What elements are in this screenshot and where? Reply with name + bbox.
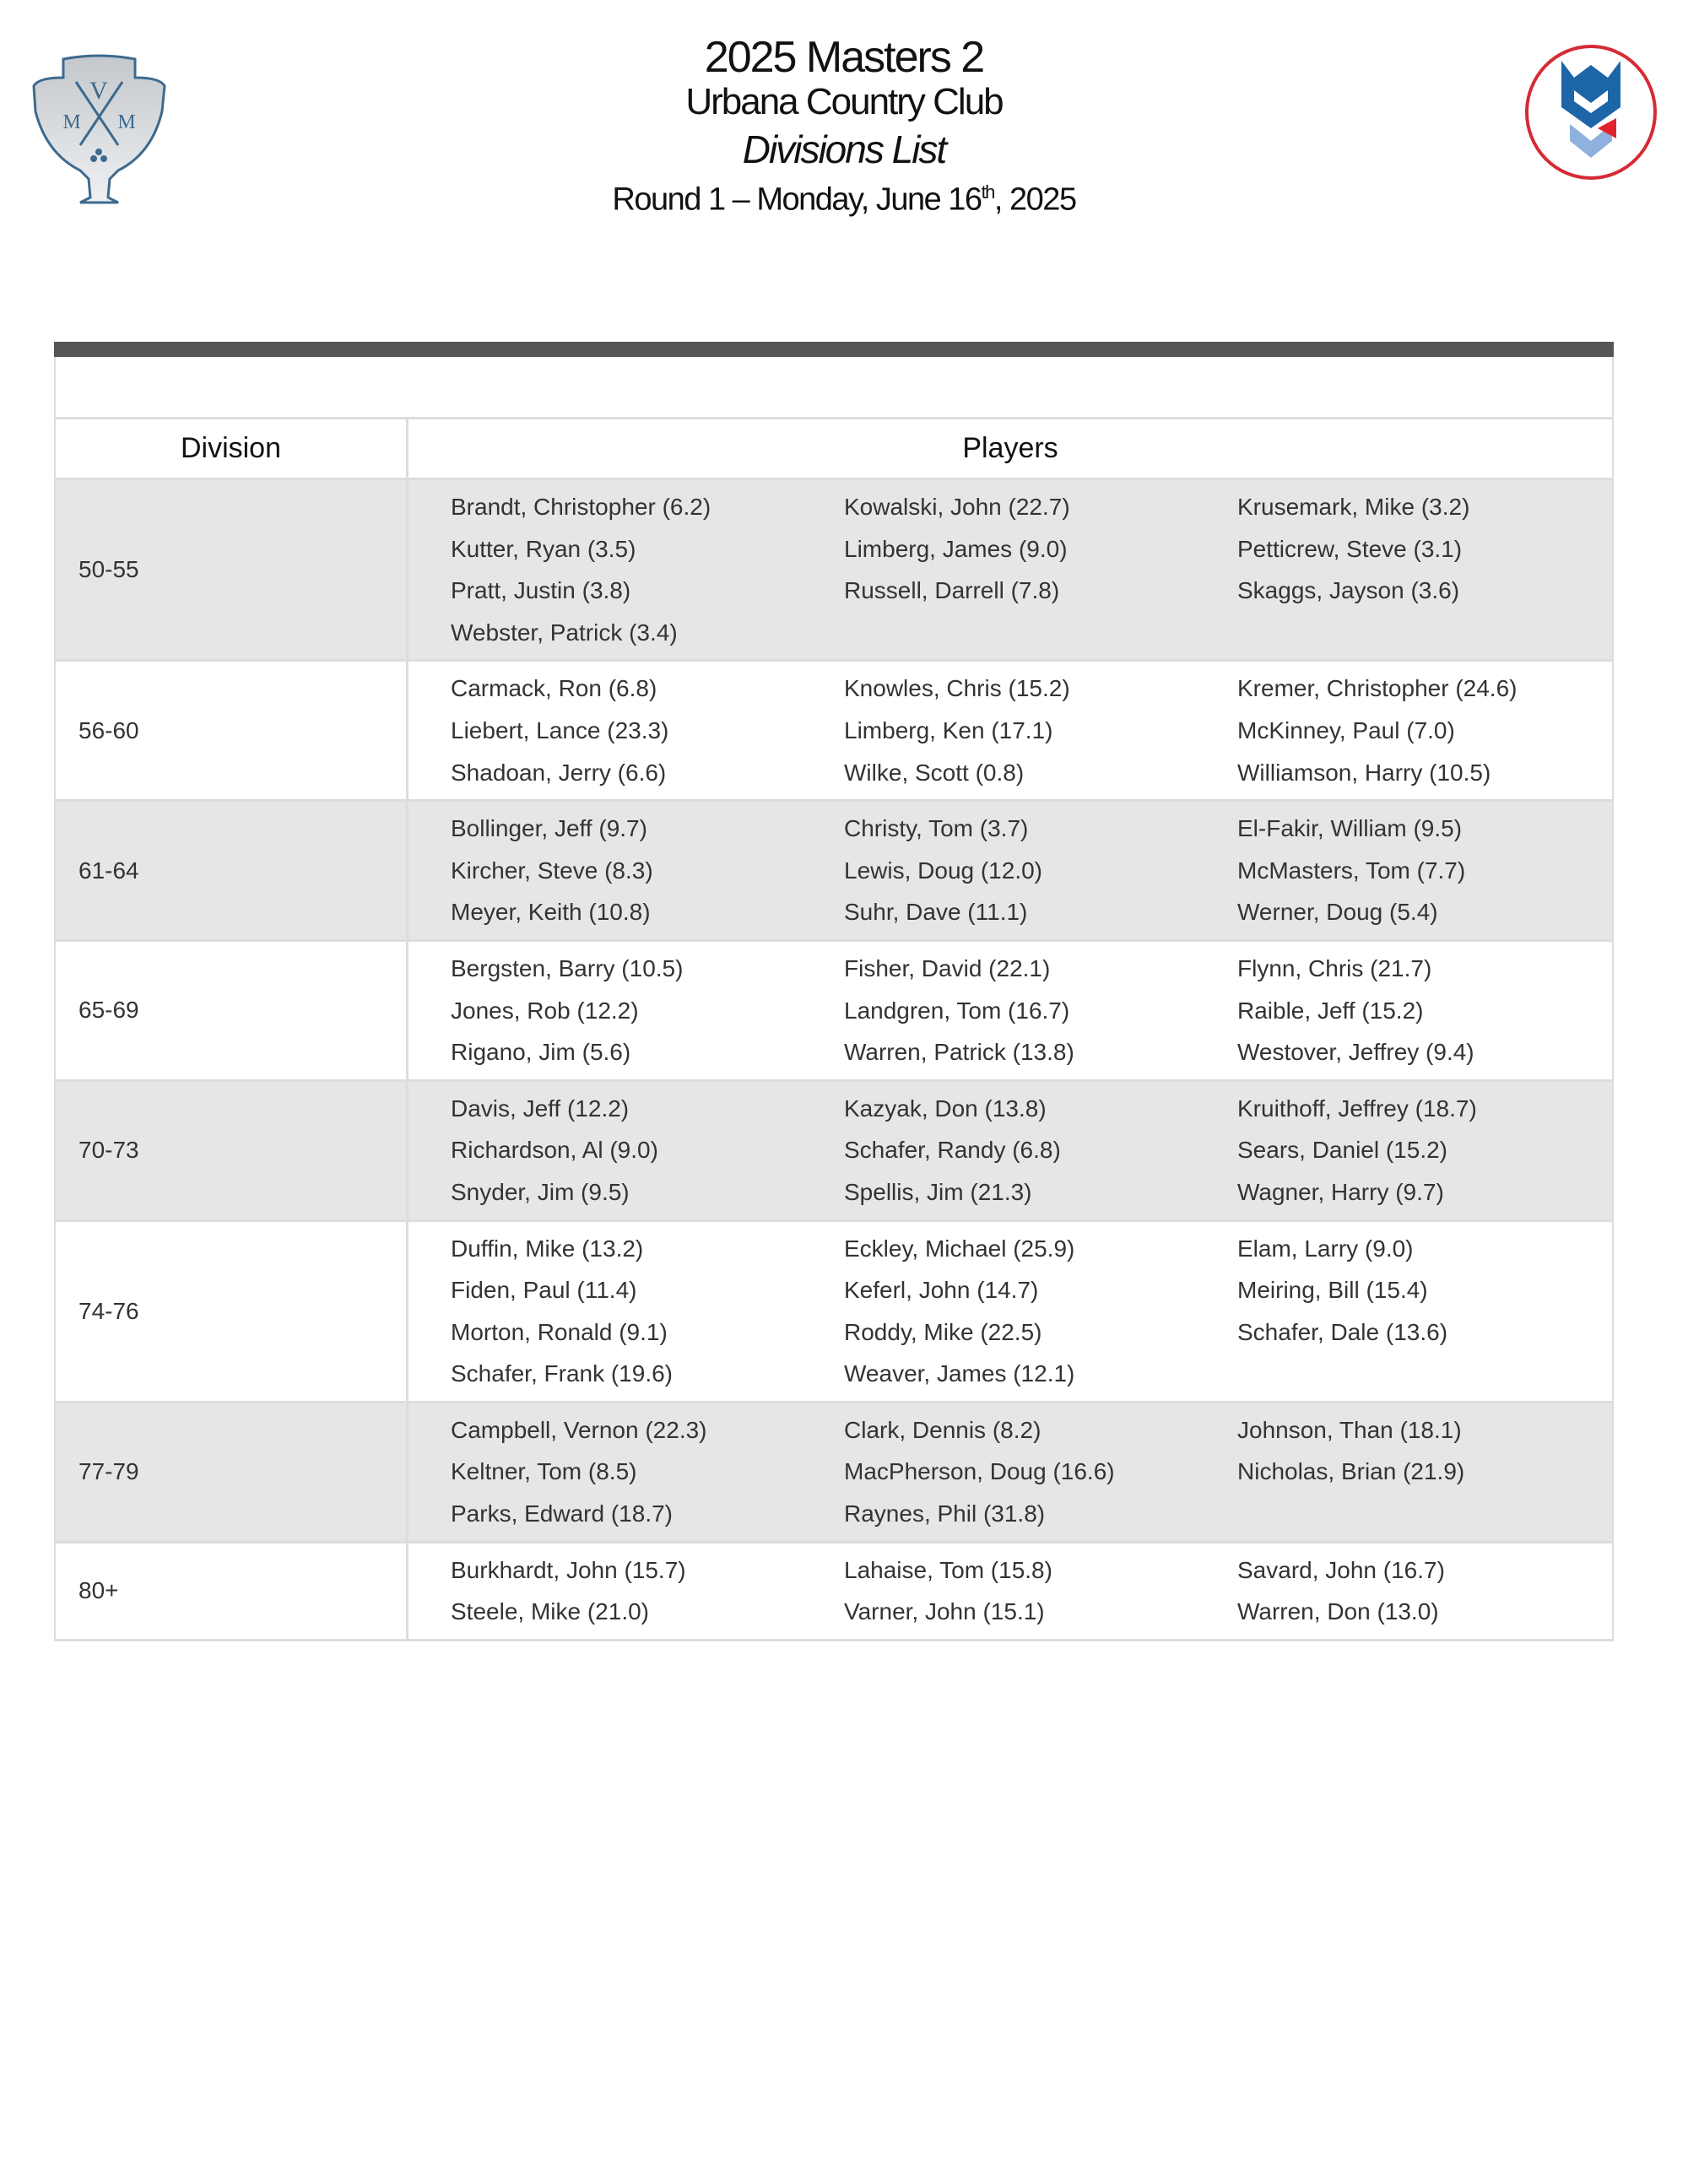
division-column-header: Division [56, 419, 408, 478]
player-entry: Lewis, Doug (12.0) [844, 857, 1043, 884]
players-cell [408, 942, 1612, 1079]
division-label: 77-79 [56, 1403, 408, 1541]
player-entry: Williamson, Harry (10.5) [1237, 759, 1491, 786]
division-row [54, 942, 1614, 1082]
division-row [54, 802, 1614, 942]
division-label: 74-76 [56, 1222, 408, 1401]
player-entry: Wagner, Harry (9.7) [1237, 1178, 1444, 1205]
player-entry: Wilke, Scott (0.8) [844, 759, 1025, 786]
player-entry: Keltner, Tom (8.5) [451, 1458, 637, 1485]
player-entry: Morton, Ronald (9.1) [451, 1318, 668, 1345]
player-entry: Warren, Don (13.0) [1237, 1598, 1439, 1625]
player-entry: Brandt, Christopher (6.2) [451, 494, 711, 520]
player-entry: Raible, Jeff (15.2) [1237, 997, 1424, 1024]
player-entry: Meiring, Bill (15.4) [1237, 1277, 1428, 1304]
player-entry: Petticrew, Steve (3.1) [1237, 535, 1463, 562]
player-entry: Schafer, Dale (13.6) [1237, 1318, 1448, 1345]
player-entry: Steele, Mike (21.0) [451, 1598, 649, 1625]
player-entry: Weaver, James (12.1) [844, 1360, 1075, 1387]
player-entry: Sears, Daniel (15.2) [1237, 1137, 1448, 1164]
player-entry: Westover, Jeffrey (9.4) [1237, 1039, 1474, 1066]
player-entry: Kowalski, John (22.7) [844, 494, 1070, 520]
player-entry: Richardson, Al (9.0) [451, 1137, 658, 1164]
svg-text:V: V [89, 77, 108, 105]
player-entry: McMasters, Tom (7.7) [1237, 857, 1466, 884]
player-entry: Snyder, Jim (9.5) [451, 1178, 630, 1205]
player-entry: Krusemark, Mike (3.2) [1237, 494, 1470, 520]
table-header-row [54, 419, 1614, 480]
event-title: 2025 Masters 2 [704, 33, 984, 82]
document-subtitle: Divisions List [742, 127, 946, 171]
division-label: 80+ [56, 1543, 408, 1639]
division-row [54, 1222, 1614, 1403]
player-entry: Schafer, Randy (6.8) [844, 1137, 1061, 1164]
player-entry: Davis, Jeff (12.2) [451, 1095, 630, 1122]
divisions-table [54, 342, 1614, 1641]
player-entry: Shadoan, Jerry (6.6) [451, 759, 667, 786]
player-entry: Roddy, Mike (22.5) [844, 1318, 1042, 1345]
player-entry: Schafer, Frank (19.6) [451, 1360, 674, 1387]
player-entry: Rigano, Jim (5.6) [451, 1039, 631, 1066]
players-cell [408, 1543, 1612, 1639]
player-entry: Pratt, Justin (3.8) [451, 577, 631, 604]
player-entry: Werner, Doug (5.4) [1237, 899, 1438, 926]
players-cell [408, 480, 1612, 659]
player-entry: Suhr, Dave (11.1) [844, 899, 1028, 926]
player-entry: Christy, Tom (3.7) [844, 815, 1029, 842]
club-name: Urbana Country Club [685, 81, 1003, 122]
players-cell [408, 1222, 1612, 1401]
division-label: 70-73 [56, 1082, 408, 1219]
player-entry: Limberg, Ken (17.1) [844, 716, 1053, 743]
player-entry: Carmack, Ron (6.8) [451, 675, 657, 702]
player-entry: Clark, Dennis (8.2) [844, 1416, 1041, 1443]
players-cell [408, 1403, 1612, 1541]
player-entry: Russell, Darrell (7.8) [844, 577, 1060, 604]
player-entry: Eckley, Michael (25.9) [844, 1235, 1075, 1262]
player-entry: Kremer, Christopher (24.6) [1237, 675, 1518, 702]
player-entry: Liebert, Lance (23.3) [451, 716, 669, 743]
division-label: 56-60 [56, 662, 408, 799]
player-entry: Bollinger, Jeff (9.7) [451, 815, 647, 842]
player-entry: Burkhardt, John (15.7) [451, 1556, 686, 1583]
player-entry: Kruithoff, Jeffrey (18.7) [1237, 1095, 1477, 1122]
player-entry: Jones, Rob (12.2) [451, 997, 639, 1024]
player-entry: Raynes, Phil (31.8) [844, 1500, 1046, 1527]
player-entry: Keferl, John (14.7) [844, 1277, 1039, 1304]
players-column-header: Players [962, 431, 1058, 464]
table-top-bar [54, 342, 1614, 357]
player-entry: Kircher, Steve (8.3) [451, 857, 653, 884]
player-entry: Lahaise, Tom (15.8) [844, 1556, 1052, 1583]
player-entry: Skaggs, Jayson (3.6) [1237, 577, 1460, 604]
division-row [54, 1082, 1614, 1222]
player-entry: MacPherson, Doug (16.6) [844, 1458, 1115, 1485]
division-row [54, 662, 1614, 802]
division-label: 61-64 [56, 802, 408, 939]
player-entry: Limberg, James (9.0) [844, 535, 1068, 562]
player-entry: Kazyak, Don (13.8) [844, 1095, 1047, 1122]
player-entry: Spellis, Jim (21.3) [844, 1178, 1032, 1205]
player-entry: El-Fakir, William (9.5) [1237, 815, 1463, 842]
division-row [54, 480, 1614, 662]
player-entry: Flynn, Chris (21.7) [1237, 954, 1432, 981]
division-row [54, 1543, 1614, 1641]
player-entry: Meyer, Keith (10.8) [451, 899, 651, 926]
svg-text:M: M [117, 111, 136, 133]
division-label: 50-55 [56, 480, 408, 659]
players-cell [408, 662, 1612, 799]
player-entry: Fisher, David (22.1) [844, 954, 1051, 981]
division-row [54, 1403, 1614, 1543]
player-entry: Bergsten, Barry (10.5) [451, 954, 684, 981]
svg-text:M: M [62, 111, 81, 133]
player-entry: Warren, Patrick (13.8) [844, 1039, 1074, 1066]
player-entry: Johnson, Than (18.1) [1237, 1416, 1462, 1443]
player-entry: Parks, Edward (18.7) [451, 1500, 673, 1527]
players-cell [408, 1082, 1612, 1219]
player-entry: Kutter, Ryan (3.5) [451, 535, 636, 562]
round-date: Round 1 – Monday, June 16th, 2025 [612, 181, 1076, 218]
table-blank-row [54, 357, 1614, 419]
player-entry: Knowles, Chris (15.2) [844, 675, 1070, 702]
player-entry: Elam, Larry (9.0) [1237, 1235, 1414, 1262]
player-entry: Nicholas, Brian (21.9) [1237, 1458, 1465, 1485]
player-entry: Fiden, Paul (11.4) [451, 1277, 637, 1304]
player-entry: Campbell, Vernon (22.3) [451, 1416, 707, 1443]
player-entry: Landgren, Tom (16.7) [844, 997, 1070, 1024]
player-entry: Savard, John (16.7) [1237, 1556, 1445, 1583]
player-entry: McKinney, Paul (7.0) [1237, 716, 1455, 743]
player-entry: Duffin, Mike (13.2) [451, 1235, 644, 1262]
player-entry: Varner, John (15.1) [844, 1598, 1045, 1625]
division-label: 65-69 [56, 942, 408, 1079]
players-cell [408, 802, 1612, 939]
player-entry: Webster, Patrick (3.4) [451, 619, 678, 646]
